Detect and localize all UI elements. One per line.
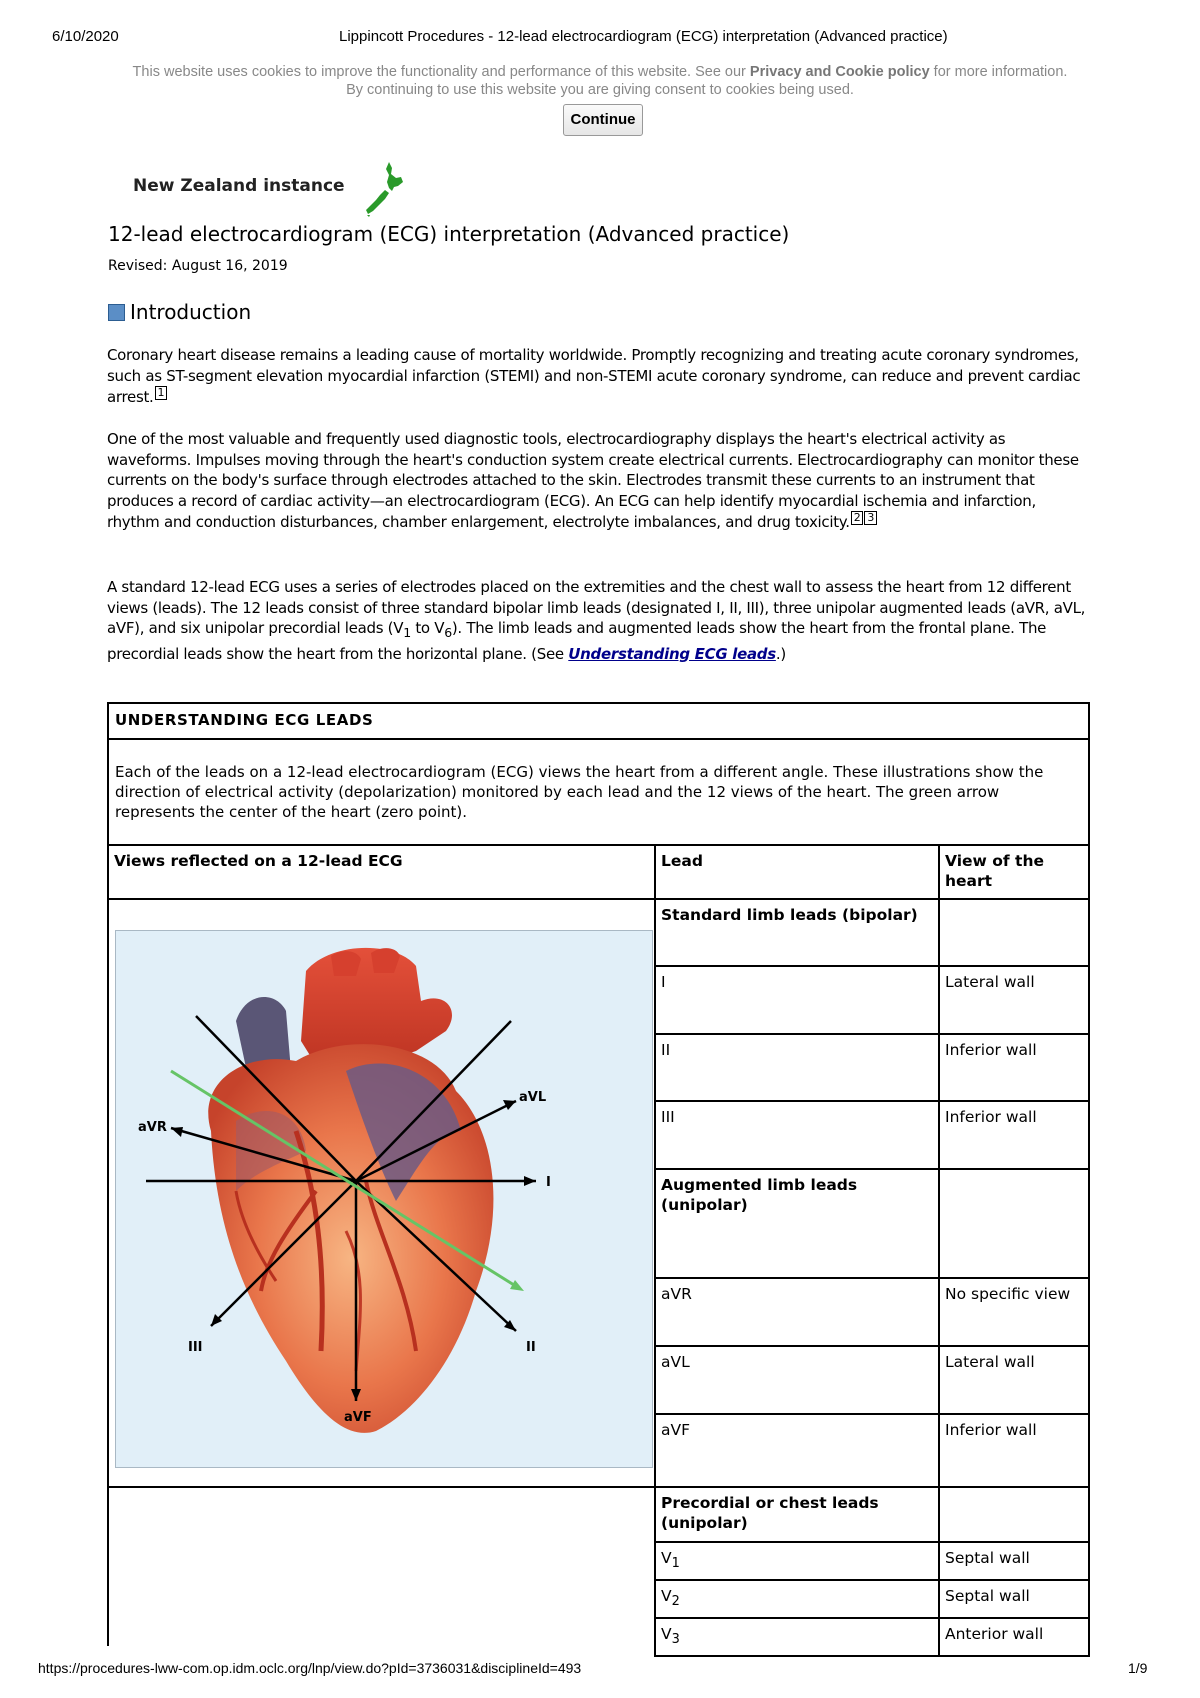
view-cell: [938, 1486, 1090, 1543]
cookie-notice-line2: By continuing to use this website you are giving consent to cookies being used.: [346, 82, 854, 98]
reference-link[interactable]: 3: [864, 511, 877, 525]
lead-label: aVL: [519, 1090, 547, 1105]
lead-name: I: [661, 973, 666, 991]
ecg-leads-illustration: [115, 930, 653, 1468]
lead-cell: [654, 1617, 940, 1657]
lead-label: aVF: [344, 1410, 372, 1425]
lead-name: V: [661, 1549, 672, 1567]
lead-label: I: [546, 1175, 551, 1190]
new-zealand-map-icon: [365, 160, 410, 218]
understanding-ecg-leads-link[interactable]: Understanding ECG leads: [568, 644, 776, 663]
view-cell: [938, 1168, 1090, 1279]
lead-group-cell: [654, 898, 940, 967]
table-title: UNDERSTANDING ECG LEADS: [107, 702, 1090, 740]
lead-cell: [654, 1345, 940, 1415]
view-cell: Inferior wall: [938, 1033, 1090, 1102]
empty-cell: [107, 1486, 656, 1646]
continue-button[interactable]: Continue: [563, 104, 643, 136]
col-header-view-of-heart: View of the heart: [938, 844, 1090, 900]
lead-name: aVF: [661, 1421, 691, 1439]
view-cell: Lateral wall: [938, 1345, 1090, 1415]
lead-subscript: 2: [671, 1594, 680, 1610]
privacy-policy-link[interactable]: Privacy and Cookie policy: [749, 64, 930, 80]
page-number: 1/9: [1128, 1660, 1148, 1676]
lead-group-cell: [654, 1168, 940, 1279]
reference-link[interactable]: 1: [155, 386, 168, 400]
instance-label: New Zealand instance: [133, 176, 345, 196]
col-header-views: Views reflected on a 12-lead ECG: [107, 844, 656, 900]
paragraph-1: Coronary heart disease remains a leading cause of mortality worldwide. Promptly recognizing and treating acute coronary syndromes, such as ST-segment elevation myocardial infarction (STEMI) and non-STEMI acute coronary syndrome, can reduce and prevent cardiac arrest. 1: [107, 346, 1081, 406]
lead-name: aVL: [661, 1353, 690, 1371]
lead-cell: [654, 1100, 940, 1170]
print-date: 6/10/2020: [52, 28, 119, 45]
revised-date: Revised: August 16, 2019: [108, 258, 288, 274]
view-cell: Inferior wall: [938, 1100, 1090, 1170]
page-url: https://procedures-lww-com.op.idm.oclc.org/lnp/view.do?pId=3736031&disciplineId=493: [38, 1660, 582, 1676]
lead-name: Precordial or chest leads (unipolar): [661, 1494, 879, 1532]
lead-name: Augmented limb leads (unipolar): [661, 1176, 858, 1214]
lead-cell: [654, 1541, 940, 1581]
lead-cell: [654, 1579, 940, 1619]
heart-with-lead-axes: [116, 931, 652, 1467]
lead-cell: [654, 1033, 940, 1102]
paragraph-3: A standard 12-lead ECG uses a series of electrodes placed on the extremities and the chest wall to assess the heart from 12 different views (leads). The 12 leads consist of three standard bipolar limb leads (designated I, II, III), three unipolar augmented leads (aVR, aVL, aVF), and six unipolar precordial leads ($V_1$ to $V_6$). The limb leads and augmented leads show the heart from the frontal plane. The precordial leads show the heart from the horizontal plane. (See Understanding ECG leads.): [107, 578, 1086, 663]
lead-cell: [654, 1277, 940, 1347]
view-cell: Lateral wall: [938, 965, 1090, 1035]
lead-label: II: [526, 1340, 536, 1355]
view-cell: Septal wall: [938, 1579, 1090, 1619]
lead-label: III: [188, 1340, 203, 1355]
lead-group-cell: [654, 1486, 940, 1543]
lead-name: V: [661, 1587, 672, 1605]
paragraph-2: One of the most valuable and frequently used diagnostic tools, electrocardiography displays the heart's electrical activity as waveforms. Impulses moving through the heart's conduction system create electrical currents. Electrocardiography can monitor these currents on the body's surface through electrodes attached to the skin. Electrodes transmit these currents to an instrument that produces a record of cardiac activity—an electrocardiogram (ECG). An ECG can help identify myocardial ischemia and infarction, rhythm and conduction disturbances, chamber enlargement, electrolyte imbalances, and drug toxicity. 2 3: [107, 430, 1079, 531]
lead-subscript: 3: [671, 1632, 680, 1648]
lead-name: Standard limb leads (bipolar): [661, 906, 918, 924]
col-header-lead: Lead: [654, 844, 940, 900]
reference-link[interactable]: 2: [851, 511, 864, 525]
lead-name: III: [661, 1108, 675, 1126]
section-heading[interactable]: [108, 300, 251, 324]
lead-cell: [654, 1413, 940, 1488]
view-cell: Anterior wall: [938, 1617, 1090, 1657]
lead-name: V: [661, 1625, 672, 1643]
collapse-square-icon[interactable]: [108, 304, 125, 321]
lead-name: II: [661, 1041, 671, 1059]
section-title: Introduction: [130, 300, 252, 324]
view-cell: Septal wall: [938, 1541, 1090, 1581]
page-title: 12-lead electrocardiogram (ECG) interpretation (Advanced practice): [108, 222, 790, 246]
lead-cell: [654, 965, 940, 1035]
view-cell: No specific view: [938, 1277, 1090, 1347]
table-description: Each of the leads on a 12-lead electrocardiogram (ECG) views the heart from a different angle. These illustrations show the direction of electrical activity (depolarization) monitored by each lead and the 12 views of the heart. The green arrow represents the center of the heart (zero point).: [107, 738, 1090, 846]
lead-name: aVR: [661, 1285, 692, 1303]
print-title: Lippincott Procedures - 12-lead electrocardiogram (ECG) interpretation (Advanced practice): [339, 28, 948, 45]
cookie-notice-line1: This website uses cookies to improve the functionality and performance of this website. See our Privacy and Cookie policy for more information.: [132, 64, 1068, 80]
view-cell: Inferior wall: [938, 1413, 1090, 1488]
lead-label: aVR: [138, 1120, 167, 1135]
view-cell: [938, 898, 1090, 967]
lead-subscript: 1: [671, 1556, 680, 1572]
